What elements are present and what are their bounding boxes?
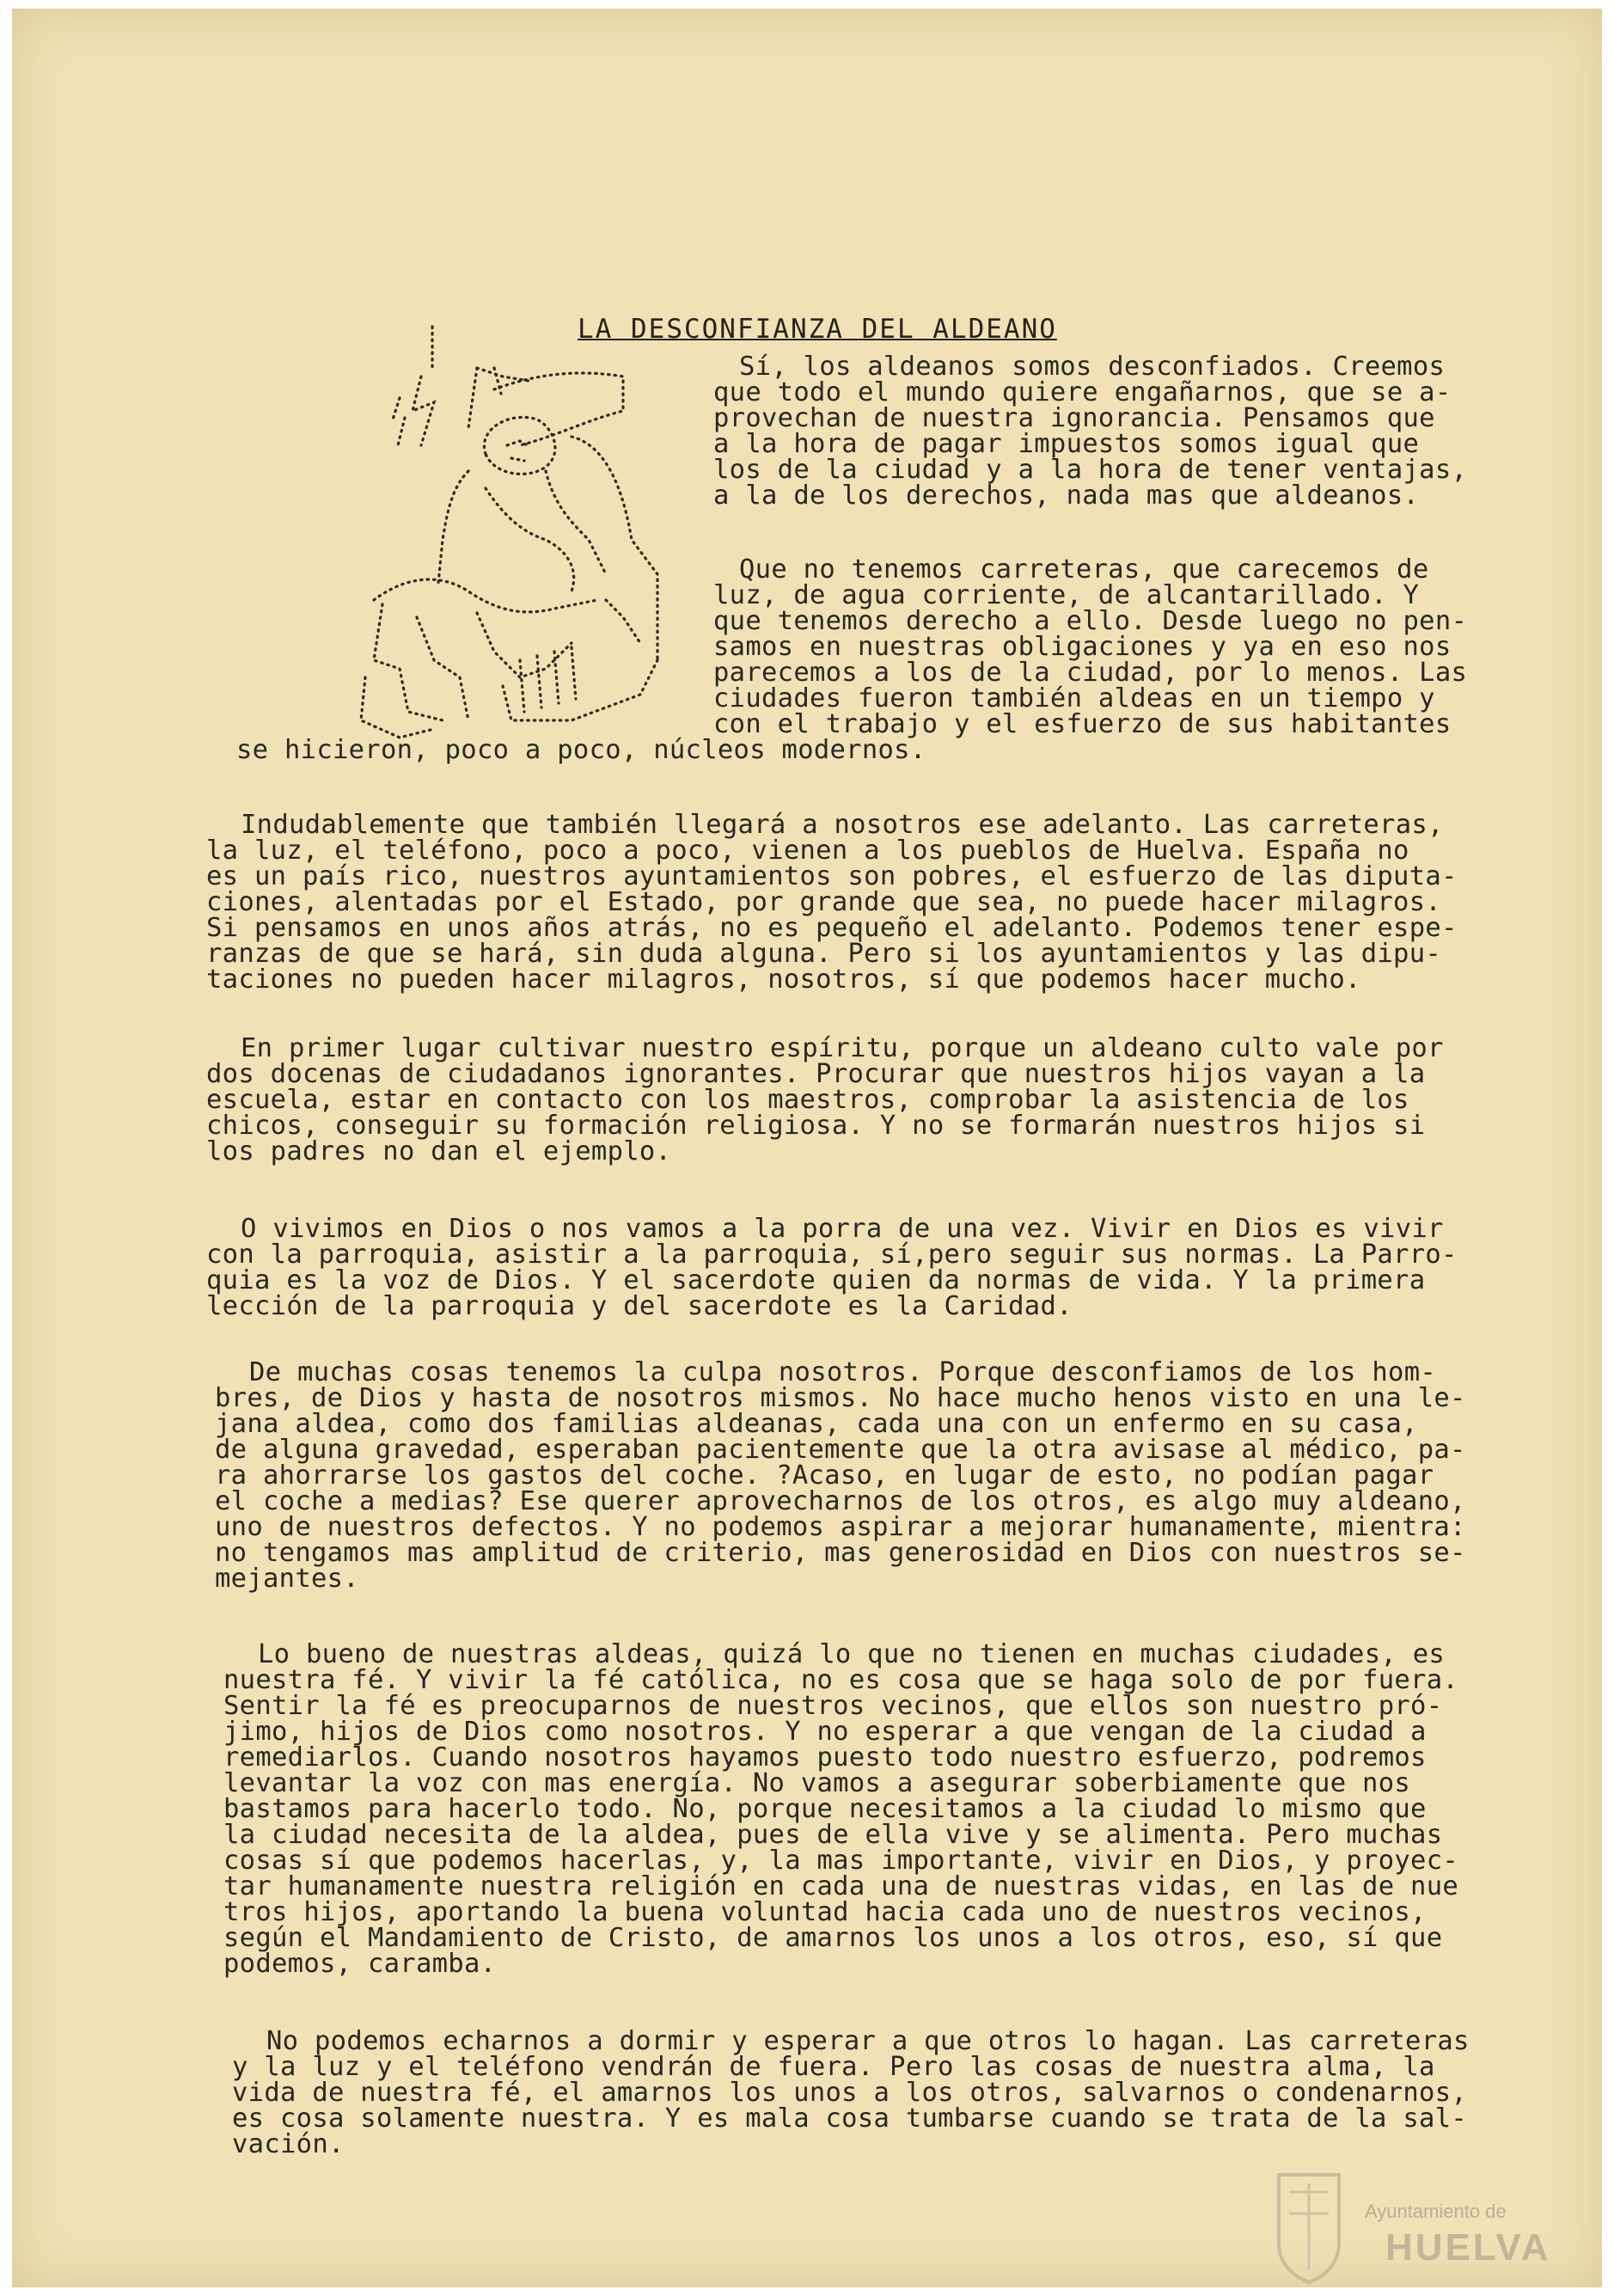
text-line: O vivimos en Dios o nos vamos a la porra de una vez. Vivir en Dios es vivir xyxy=(241,1214,1444,1244)
text-line: la luz, el teléfono, poco a poco, vienen a los pueblos de Huelva. España no xyxy=(206,836,1409,866)
text-line: remediarlos. Cuando nosotros hayamos puesto todo nuestro esfuerzo, podremos xyxy=(223,1742,1427,1773)
paragraph xyxy=(206,1033,1444,1166)
text-line: vación. xyxy=(232,2129,345,2159)
text-line: escuela, estar en contacto con los maestros, comprobar la asistencia de los xyxy=(206,1085,1409,1115)
text-line: con el trabajo y el esfuerzo de sus habitantes xyxy=(713,709,1452,739)
text-line: bres, de Dios y hasta de nosotros mismos. No hace mucho henos visto en una le- xyxy=(215,1383,1466,1413)
text-line: que todo el mundo quiere engañarnos, que se a- xyxy=(713,377,1452,407)
text-line: mejantes. xyxy=(215,1564,359,1594)
text-line: a la de los derechos, nada mas que aldeanos. xyxy=(713,481,1420,511)
text-line: ra ahorrarse los gastos del coche. ?Acaso, en lugar de esto, no podían pagar xyxy=(215,1460,1434,1491)
text-line: De muchas cosas tenemos la culpa nosotros. Porque desconfiamos de los hom- xyxy=(249,1357,1437,1387)
text-line: de alguna gravedad, esperaban pacientemente que la otra avisase al médico, pa- xyxy=(215,1435,1466,1465)
text-line: No podemos echarnos a dormir y esperar a que otros lo hagan. Las carreteras xyxy=(266,2026,1470,2056)
text-line: samos en nuestras obligaciones y ya en eso nos xyxy=(713,632,1452,662)
text-line: Que no tenemos carreteras, que carecemos de xyxy=(739,554,1429,585)
watermark-text: Ayuntamiento de xyxy=(1365,2201,1507,2222)
text-line: según el Mandamiento de Cristo, de amarnos los unos a los otros, eso, sí que xyxy=(223,1923,1443,1953)
text-line: no tengamos mas amplitud de criterio, mas generosidad en Dios con nuestros se- xyxy=(215,1538,1466,1568)
paragraph xyxy=(223,1639,1459,1979)
text-line: bastamos para hacerlo todo. No, porque necesitamos a la ciudad lo mismo que xyxy=(223,1794,1427,1824)
paragraph xyxy=(206,1216,1458,1319)
text-line: vida de nuestra fé, el amarnos los unos a los otros, salvarnos o condenarnos, xyxy=(232,2078,1468,2108)
text-line: levantar la voz con mas energía. No vamos a asegurar soberbiamente que nos xyxy=(223,1768,1411,1798)
paragraph xyxy=(206,812,1458,993)
text-line: jana aldea, como dos familias aldeanas, cada una con un enfermo en su casa, xyxy=(215,1409,1418,1439)
text-line: ciudades fueron también aldeas en un tiempo y xyxy=(713,683,1435,713)
text-line: jimo, hijos de Dios como nosotros. Y no esperar a que vengan de la ciudad a xyxy=(223,1717,1427,1747)
text-line: y la luz y el teléfono vendrán de fuera. Pero las cosas de nuestra alma, la xyxy=(232,2052,1435,2082)
text-line: chicos, conseguir su formación religiosa. Y no se formarán nuestros hijos si xyxy=(206,1111,1426,1141)
text-line: uno de nuestros defectos. Y no podemos aspirar a mejorar humanamente, mientra: xyxy=(215,1512,1466,1542)
text-line: se hicieron, poco a poco, núcleos modernos. xyxy=(236,735,926,765)
text-line: quia es la voz de Dios. Y el sacerdote quien da normas de vida. Y la primera xyxy=(206,1265,1426,1295)
city-shield-icon xyxy=(1270,2166,1348,2287)
text-line: parecemos a los de la ciudad, por lo menos. Las xyxy=(713,658,1468,688)
text-line: tros hijos, aportando la buena voluntad hacia cada uno de nuestros vecinos, xyxy=(223,1897,1427,1927)
text-line: taciones no pueden hacer milagros, nosotros, sí que podemos hacer mucho. xyxy=(206,964,1361,995)
text-line: los de la ciudad y a la hora de tener ventajas, xyxy=(713,455,1468,485)
paragraph xyxy=(215,1357,1466,1594)
text-line: ciones, alentadas por el Estado, por grande que sea, no puede hacer milagros. xyxy=(206,887,1442,917)
text-line: a la hora de pagar impuestos somos igual que xyxy=(713,429,1420,459)
text-line: En primer lugar cultivar nuestro espíritu, porque un aldeano culto vale por xyxy=(241,1033,1444,1063)
watermark-logo: HUELVA xyxy=(1385,2226,1551,2268)
document-title: LA DESCONFIANZA DEL ALDEANO xyxy=(578,314,1057,345)
text-line: cosas sí que podemos hacerlas, y, la mas importante, vivir en Dios, y proyec- xyxy=(223,1846,1459,1876)
text-line: provechan de nuestra ignorancia. Pensamos que xyxy=(713,403,1435,433)
text-line: que tenemos derecho a ello. Desde luego no pen- xyxy=(713,606,1468,636)
text-line: Indudablemente que también llegará a nosotros ese adelanto. Las carreteras, xyxy=(241,810,1444,840)
text-line: luz, de agua corriente, de alcantarillado. Y xyxy=(713,580,1420,610)
text-line: ranzas de que se hará, sin duda alguna. Pero si los ayuntamientos y las dipu- xyxy=(206,939,1442,969)
village-illustration xyxy=(348,316,692,746)
text-line: con la parroquia, asistir a la parroquia, sí,pero seguir sus normas. La Parro- xyxy=(206,1240,1458,1270)
text-line: dos docenas de ciudadanos ignorantes. Procurar que nuestros hijos vayan a la xyxy=(206,1059,1426,1089)
text-line: nuestra fé. Y vivir la fé católica, no es cosa que se haga solo de por fuera. xyxy=(223,1665,1459,1695)
text-line: Lo bueno de nuestras aldeas, quizá lo que no tienen en muchas ciudades, es xyxy=(258,1639,1446,1669)
text-line: Sí, los aldeanos somos desconfiados. Creemos xyxy=(739,352,1446,382)
text-line: podemos, caramba. xyxy=(223,1949,497,1979)
text-line: el coche a medias? Ese querer aprovecharnos de los otros, es algo muy aldeano, xyxy=(215,1486,1466,1516)
text-line: la ciudad necesita de la aldea, pues de ella vive y se alimenta. Pero muchas xyxy=(223,1820,1443,1850)
text-line: Sentir la fé es preocuparnos de nuestros vecinos, que ellos son nuestro pró- xyxy=(223,1691,1443,1721)
paragraph xyxy=(236,554,1468,765)
text-line: Si pensamos en unos años atrás, no es pequeño el adelanto. Podemos tener espe- xyxy=(206,913,1458,943)
text-line: los padres no dan el ejemplo. xyxy=(206,1136,672,1166)
text-line: es un país rico, nuestros ayuntamientos son pobres, el esfuerzo de las diputa- xyxy=(206,861,1458,891)
text-line: lección de la parroquia y del sacerdote es la Caridad. xyxy=(206,1291,1073,1321)
text-line: es cosa solamente nuestra. Y es mala cosa tumbarse cuando se trata de la sal- xyxy=(232,2103,1468,2134)
paragraph xyxy=(232,2026,1470,2159)
text-line: tar humanamente nuestra religión en cada una de nuestras vidas, en las de nue xyxy=(223,1871,1459,1901)
paragraph xyxy=(713,352,1468,511)
